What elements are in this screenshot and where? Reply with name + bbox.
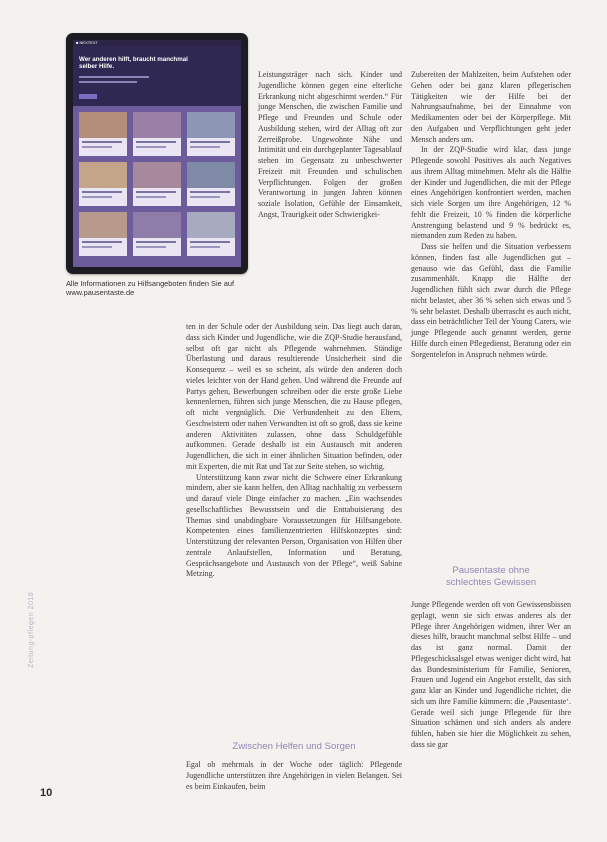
heading-line: schlechtes Gewissen: [445, 577, 537, 588]
screen-card: [133, 112, 181, 156]
screen-card: [133, 212, 181, 256]
paragraph: Zubereiten der Mahlzeiten, beim Aufstehen oder Gehen oder bei ganz klaren pflegerischen Tätigkeiten wie der Hilfe bei der Nahrungsaufnahme, bei der Einnahme von Medikamenten oder bei der Körperpflege. Mit den Aufgaben und Verpflichtungen geht jeder Mensch anders um.: [411, 70, 571, 144]
screen-card: [187, 112, 235, 156]
heading-line: Pausentaste ohne: [452, 565, 530, 576]
screen-card: [79, 162, 127, 206]
column-right: [411, 70, 571, 360]
screen-hero: [73, 46, 241, 106]
tablet-photo: [66, 33, 248, 274]
paragraph: In der ZQP-Studie wird klar, dass junge Pflegende sowohl Positives als auch Negatives aus ihrem Alltag mitnehmen. Mehr als die Hälfte der Kinder und Jugendlichen, die mit der Pflege eines Angehörigen konfrontiert werden, machen sich viele Sorgen um ihre Angehörigen, 12 % fehlt die Freizeit, 10 % finden die körperliche Anstrengung belastend und 9 % bedrückt es, niemanden zum Reden zu haben.: [411, 145, 571, 241]
screen-title: Wer anderen hilft, braucht manchmal selber Hilfe.: [79, 56, 188, 70]
tablet-screen: [73, 40, 241, 267]
side-label: Zeitung-pflegen 2018: [28, 591, 35, 668]
paragraph: Leistungsträger nach sich. Kinder und Jugendliche können gegen eine elterliche Erkrankung nicht abgeschirmt werden.“ Für junge Menschen, die zwischen Familie und Pflege und Freunden und Schule oder Ausbildung stehen, wird der Alltag oft zur Zerreißprobe. Ungewohnte Nähe und Intimität und ein durchgeplanter Tagesablauf stehen im Gegensatz zu unbeschwerter Freizeit mit Freunden und schulischen Verpflichtungen. Folgen der großen Verantwortung in jungen Jahren können soziale Isolation, Gefühle der Einsamkeit, Angst, Traurigkeit oder Schwierigkei-: [258, 70, 402, 219]
page-number: 10: [40, 787, 53, 799]
screen-card: [133, 162, 181, 206]
screen-text-line: [79, 76, 149, 78]
screen-brand: ■ NEXTEXT: [73, 40, 241, 46]
paragraph: ten in der Schule oder der Ausbildung sein. Das liegt auch daran, dass sich Kinder und Jugendliche, wie die ZQP-Studie herausfand, selbst oft gar nicht als Pflegende wahrnehmen. Ständige Überlastung und daraus resultierende Unsicherheit sind die Konsequenz – weil es so scheint, als würde den anderen doch vieles leichter von der Hand gehen. Und während die Freunde auf Partys gehen, Bewerbungen schreiben oder die erste große Liebe kennenlernen, führen sich junge Menschen, die zu Hause pflegen, oft nicht vergnüglich. Die Verbundenheit zu den Eltern, Geschwistern oder nahen Verwandten ist oft so groß, dass sie keine anderen Aktivitäten zulassen, ohne dass Schuldgefühle aufkommen. Gerade deshalb ist ein Austausch mit anderen Jugendlichen, die sich in einer ähnlichen Situation befinden, oder mit Experten, die mit Rat und Tat zur Seite stehen, so wichtig.: [186, 322, 402, 471]
column-left-bottom: [186, 760, 402, 792]
paragraph: Egal ob mehrmals in der Woche oder täglich: Pflegende Jugendliche unterstützen ihre Angehörigen in vielen Belangen. Sei es beim Einkaufen, beim: [186, 760, 402, 791]
heading-pausentaste: [411, 565, 571, 589]
paragraph: Unterstützung kann zwar nicht die Schwere einer Erkrankung mindern, aber sie kann helfen, den Alltag nachhaltig zu verbessern und darauf viele Dinge einfacher zu machen. „Ein wachsendes gesellschaftliches Bewusstsein und die Enttabuisierung des Themas sind unabdingbare Voraussetzungen für Hilfsangebote. Kompetenten eines familienzentrierten Hilfskonzeptes sind: Unterstützung der relevanten Person, Organisation von Hilfen über zentrale Anlaufstellen, Information und Beratung, Gesprächsangebote und Austausch von der Pflege“, weiß Sabine Metzing.: [186, 472, 402, 579]
screen-card: [79, 112, 127, 156]
screen-button: [79, 94, 97, 99]
screen-card: [187, 162, 235, 206]
paragraph: Dass sie helfen und die Situation verbessern können, finden fast alle Jugendlichen gut – genauso wie das Gefühl, dass die Familie zusammenhält. Knapp die Hälfte der Jugendlichen fühlt sich zwar durch die Pflege nicht belastet, aber 36 % sehen sich etwas und 5 % sehr belastet. Deshalb überrascht es auch nicht, dass ein beträchtlicher Teil der Young Carers, wie junge Pflegende auch genannt werden, gerne Hilfe durch einen Pflegedienst, Beratung oder ein Sorgentelefon in Anspruch nehmen würde.: [411, 242, 571, 359]
heading-helfen-sorgen: Zwischen Helfen und Sorgen: [232, 741, 356, 752]
figure-caption: Alle Informationen zu Hilfsangeboten finden Sie auf www.pausentaste.de: [66, 279, 235, 297]
paragraph: Junge Pflegende werden oft von Gewissensbissen geplagt, wenn sie sich etwas anderes als der Pflege ihrer Angehörigen widmen, ihrer Wer an dieses hilft, braucht manchmal selbst Hilfe – und das ist ganz normal. Damit der Pflegeschicksalsgel etwas weniger dicht wird, hat das Bundesministerium für Familie, Senioren, Frauen und Jugend ein Angebot erstellt, das sich ganz klar an Kinder und Jugendliche richtet, die sich um ihre Familie kümmern: die ‚Pausentaste‘. Gerade weil sich junge Pflegende für ihre Situation schämen und sich anders als andere fühlen, haben sie hier die Möglichkeit zu sehen, dass sie gar: [411, 600, 571, 749]
screen-card: [187, 212, 235, 256]
screen-text-line: [79, 81, 137, 83]
column-left-top: [258, 70, 402, 221]
column-right-bottom: [411, 600, 571, 751]
screen-card: [79, 212, 127, 256]
column-left-main: [186, 322, 402, 580]
